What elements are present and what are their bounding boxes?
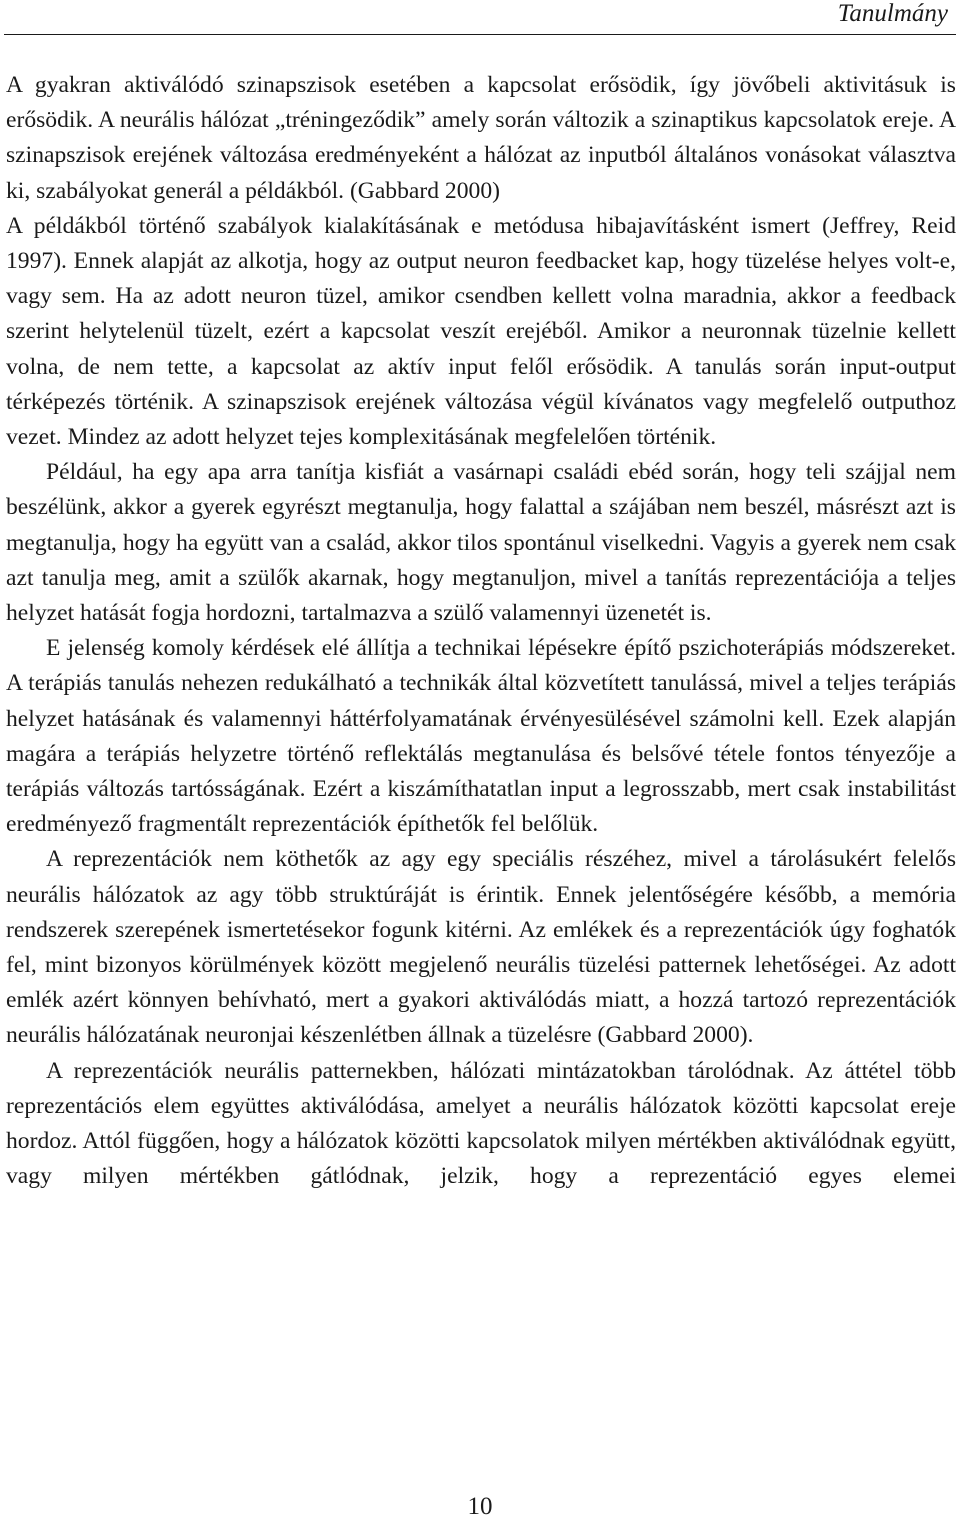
- running-head-title: Tanulmány: [837, 0, 948, 27]
- article-body: [6, 68, 956, 1195]
- paragraph-2: A példákból történő szabályok kialakításának e metódusa hibajavításként ismert (Jeffrey, Reid 1997). Ennek alapját az alkotja, hogy az output neuron feedbacket kap, hogy tüzelése helyes volt-e, vagy sem. Ha az adott neuron tüzel, amikor csendben kellett volna maradnia, akkor a feedback szerint helytelenül tüzelt, ezért a kapcsolat veszít erejéből. Amikor a neuronnak tüzelnie kellett volna, de nem tette, a kapcsolat az aktív input felől erősödik. A tanulás során input-output térképezés történik. A szinapszisok erejének változása végül kívánatos vagy megfelelő outputhoz vezet. Mindez az adott helyzet tejes komplexitásának megfelelően történik.: [6, 212, 956, 451]
- paragraph-6: A reprezentációk neurális patternekben, hálózati mintázatokban tárolódnak. Az áttétel több reprezentációs elem együttes aktiválódása, amelyet a neurális hálózatok közötti kapcsolat ereje hordoz. Attól függően, hogy a hálózatok közötti kapcsolatok milyen mértékben aktiválódnak együtt, vagy milyen mértékben gátlódnak, jelzik, hogy a reprezentáció egyes elemei: [6, 1057, 956, 1190]
- header-rule: [4, 34, 956, 35]
- paragraph-3: Például, ha egy apa arra tanítja kisfiát a vasárnapi családi ebéd során, hogy teli szájjal nem beszélünk, akkor a gyerek egyrészt megtanulja, hogy falattal a szájában nem beszél, másrészt azt is megtanulja, hogy ha együtt van a család, akkor tilos spontánul viselkedni. Vagyis a gyerek nem csak azt tanulja meg, amit a szülők akarnak, hogy megtanuljon, mivel a tanítás reprezentációja a teljes helyzet hatását fogja hordozni, tartalmazva a szülő valamennyi üzenetét is.: [6, 459, 956, 627]
- paragraph-1: A gyakran aktiválódó szinapszisok esetében a kapcsolat erősödik, így jövőbeli aktivitásuk is erősödik. A neurális hálózat „tréningeződik” amely során változik a szinaptikus kapcsolatok ereje. A szinapszisok erejének változása eredményeként a hálózat az inputból általános vonásokat választva ki, szabályokat generál a példákból. (Gabbard 2000): [6, 72, 956, 204]
- running-head: [0, 0, 960, 36]
- paragraph-5: A reprezentációk nem köthetők az agy egy speciális részéhez, mivel a tárolásukért felelős neurális hálózatok az agy több struktúráját is érintik. Ennek jelentőségére később, a memória rendszerek szerepének ismertetésekor fogunk kitérni. Az emlékek és a reprezentációk úgy foghatók fel, mint bizonyos körülmények között megjelenő neurális tüzelési patternek lehetőségei. Az adott emlék azért könnyen behívható, mert a gyakori aktiválódás miatt, a hozzá tartozó reprezentációk neurális hálózatának neuronjai készenlétben állnak a tüzelésre (Gabbard 2000).: [6, 846, 956, 1049]
- page-number: 10: [467, 1493, 493, 1520]
- paragraph-4: E jelenség komoly kérdések elé állítja a technikai lépésekre építő pszichoterápiás módszereket. A terápiás tanulás nehezen redukálható a technikák által közvetített tanulássá, mivel a teljes terápiás helyzet hatásának és valamennyi háttérfolyamatának érvényesülésével számolni kell. Ezek alapján magára a terápiás helyzetre történő reflektálás megtanulása és belsővé tétele fontos tényezője a terápiás változás tartósságának. Ezért a kiszámíthatatlan input a legrosszabb, mert csak instabilitást eredményező fragmentált reprezentációk építhetők fel belőlük.: [6, 635, 956, 838]
